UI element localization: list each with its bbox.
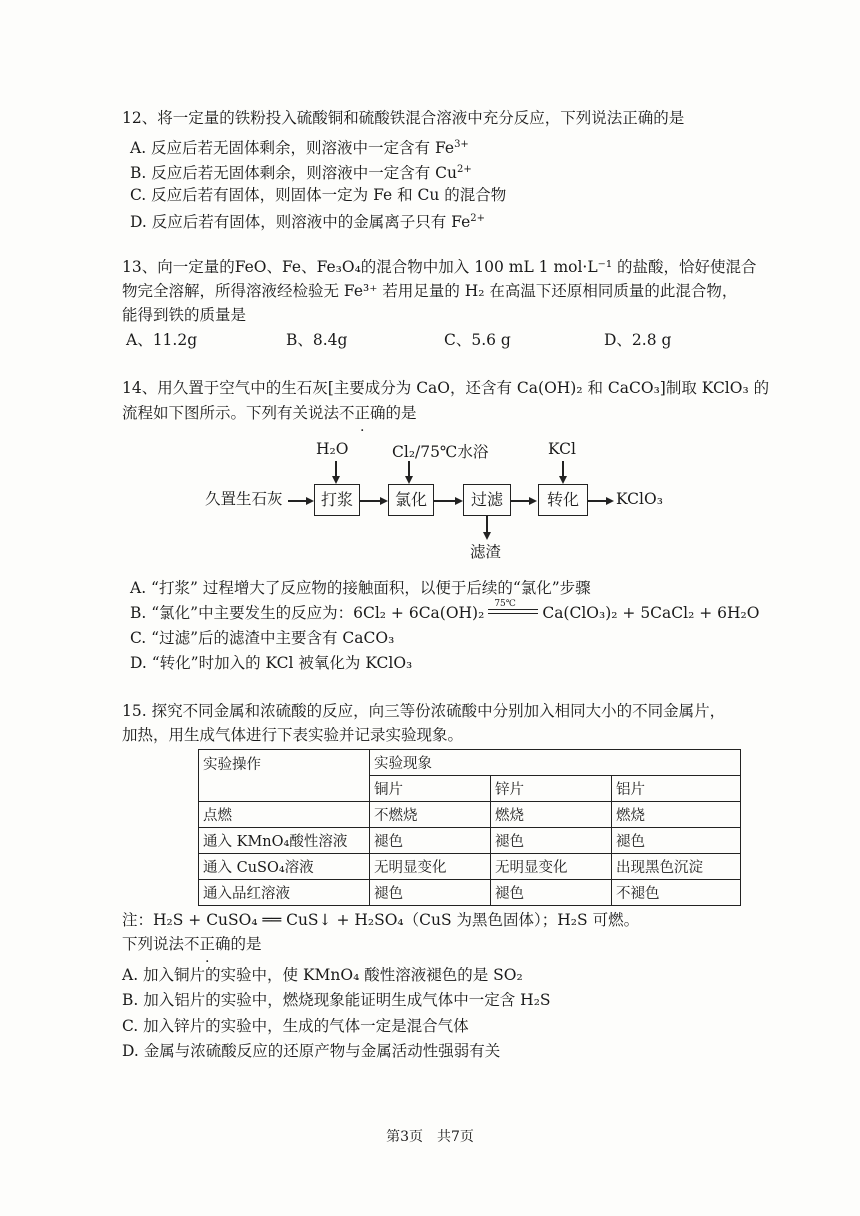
q14-line1: 14、用久置于空气中的生石灰[主要成分为 CaO，还含有 Ca(OH)₂ 和 CaCO₃]制取 KClO₃ 的 — [122, 379, 770, 397]
table-cell: 褪色 — [491, 828, 612, 854]
q14-option-a: A. “打浆” 过程增大了反应物的接触面积，以便于后续的“氯化”步骤 — [130, 579, 591, 597]
table-cell: 褪色 — [612, 828, 741, 854]
q15-line2: 加热，用生成气体进行下表实验并记录实验现象。 — [122, 726, 464, 744]
table-header-phenomenon: 实验现象 — [370, 750, 741, 776]
q15-note: 注：H₂S + CuSO₄ ══ CuS↓ + H₂SO₄（CuS 为黑色固体）；H₂S 可燃。 — [122, 911, 640, 929]
table-header-metal: 锌片 — [491, 776, 612, 802]
table-cell: 褪色 — [370, 880, 491, 906]
table-row — [199, 802, 741, 828]
table-cell: 点燃 — [199, 802, 370, 828]
table-cell: 无明显变化 — [491, 854, 612, 880]
q13-option-a: A、11.2g — [126, 331, 198, 349]
q12-option-a: A. 反应后若无固体剩余，则溶液中一定含有 $Fe^{3+}$ — [130, 139, 469, 157]
flow-input-kcl: KCl — [548, 440, 576, 458]
table-cell: 通入 KMnO₄酸性溶液 — [199, 828, 370, 854]
table-cell: 通入 CuSO₄溶液 — [199, 854, 370, 880]
table-cell: 不褪色 — [612, 880, 741, 906]
flow-input-water: H₂O — [316, 440, 349, 458]
q13-option-b: B、8.4g — [286, 331, 348, 349]
q12-option-b: B. 反应后若无固体剩余，则溶液中一定含有 $Cu^{2+}$ — [130, 164, 472, 182]
table-header-metal: 铝片 — [612, 776, 741, 802]
table-row — [199, 828, 741, 854]
q15-option-b: B. 加入铝片的实验中，燃烧现象能证明生成气体中一定含 H₂S — [122, 991, 551, 1009]
table-cell: 通入品红溶液 — [199, 880, 370, 906]
q12-option-d: D. 反应后若有固体，则溶液中的金属离子只有 $Fe^{2+}$ — [130, 213, 485, 231]
reaction-condition: 75℃ — [494, 599, 516, 609]
q13-option-d: D、2.8 g — [604, 331, 672, 349]
q15-line1: 15. 探究不同金属和浓硫酸的反应，向三等份浓硫酸中分别加入相同大小的不同金属片， — [122, 702, 726, 720]
table-cell: 燃烧 — [491, 802, 612, 828]
q13-line1: 13、向一定量的FeO、Fe、Fe₃O₄的混合物中加入 100 mL 1 mol·L⁻¹ 的盐酸，恰好使混合 — [122, 258, 757, 276]
flow-output-residue: 滤渣 — [470, 543, 502, 561]
q13-line3: 能得到铁的质量是 — [122, 306, 247, 324]
q14-emphasis: 不正确 — [339, 404, 386, 422]
table-header-metal: 铜片 — [370, 776, 491, 802]
flow-step-chlorination: 氯化 — [388, 484, 434, 516]
q15-option-c: C. 加入锌片的实验中，生成的气体一定是混合气体 — [122, 1017, 469, 1035]
flow-step-conversion: 转化 — [538, 484, 588, 516]
q12-stem: 12、将一定量的铁粉投入硫酸铜和硫酸铁混合溶液中充分反应，下列说法正确的是 — [122, 109, 685, 127]
q14-option-c: C. “过滤”后的滤渣中主要含有 CaCO₃ — [130, 629, 395, 647]
flow-input-chlorine: Cl₂/75℃水浴 — [392, 443, 489, 461]
q14-option-d: D. “转化”时加入的 KCl 被氧化为 KClO₃ — [130, 654, 413, 672]
q15-emphasis: 不正确 — [184, 935, 231, 953]
table-cell: 出现黑色沉淀 — [612, 854, 741, 880]
q13-line2: 物完全溶解，所得溶液经检验无 Fe³⁺ 若用足量的 H₂ 在高温下还原相同质量的此混合物， — [122, 282, 738, 300]
table-cell: 无明显变化 — [370, 854, 491, 880]
q12-option-c: C. 反应后若有固体，则固体一定为 Fe 和 Cu 的混合物 — [130, 186, 507, 204]
flow-end: KClO₃ — [616, 490, 663, 508]
q15-option-d: D. 金属与浓硫酸反应的还原产物与金属活动性强弱有关 — [122, 1042, 501, 1060]
table-cell: 褪色 — [491, 880, 612, 906]
flow-step-filtration: 过滤 — [463, 484, 511, 516]
table-cell: 燃烧 — [612, 802, 741, 828]
page-footer: 第3页 共7页 — [386, 1129, 474, 1145]
q15-option-a: A. 加入铜片的实验中，使 KMnO₄ 酸性溶液褪色的是 SO₂ — [122, 966, 523, 984]
table-cell: 不燃烧 — [370, 802, 491, 828]
flow-start: 久置生石灰 — [205, 490, 283, 508]
q13-option-c: C、5.6 g — [444, 331, 511, 349]
q14-line2: 流程如下图所示。下列有关说法不正确的是 — [122, 404, 417, 422]
table-cell: 褪色 — [370, 828, 491, 854]
experiment-table — [198, 749, 741, 906]
table-header-operation: 实验操作 — [199, 750, 370, 802]
table-row — [199, 880, 741, 906]
q15-ask: 下列说法不正确的是 — [122, 935, 262, 953]
flow-step-slurry: 打浆 — [314, 484, 360, 516]
table-row — [199, 854, 741, 880]
q14-option-b: B. “氯化”中主要发生的反应为：6Cl₂ + 6Ca(OH)₂ 75℃ Ca(ClO₃)₂ + 5CaCl₂ + 6H₂O — [130, 603, 759, 623]
